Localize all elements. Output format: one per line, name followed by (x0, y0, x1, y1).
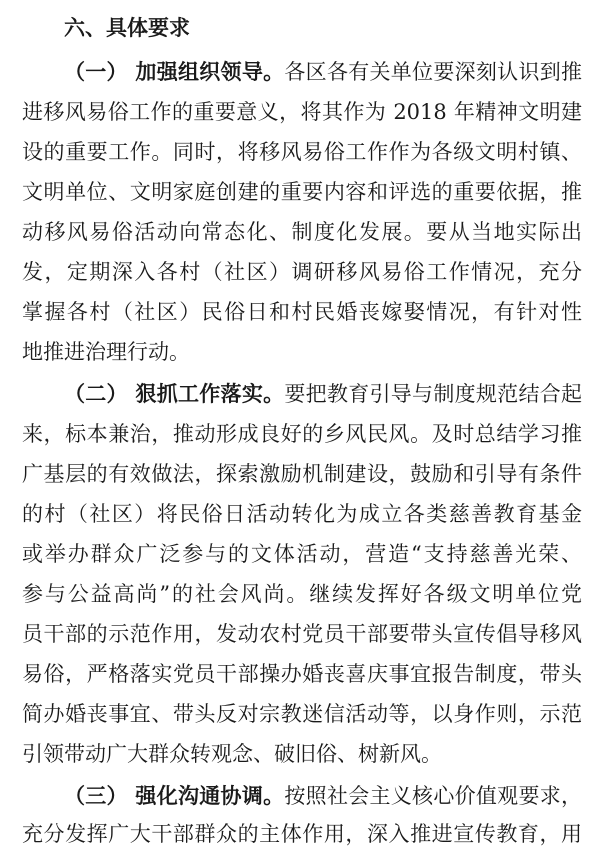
paragraph-3-text: 按照社会主义核心价值观要求， (284, 784, 582, 808)
paragraph-2-line-5: 或举办群众广泛参与的文体活动，营造“支持慈善光荣、 (22, 542, 582, 566)
paragraph-2-line-2: 来，标本兼治，推动形成良好的乡风民风。及时总结学习推 (22, 422, 582, 446)
section-heading: 六、具体要求 (64, 16, 190, 40)
paragraph-3-line-2: 充分发挥广大干部群众的主体作用，深入推进宣传教育，用 (22, 822, 582, 846)
paragraph-2-line-10: 引领带动广大群众转观念、破旧俗、树新风。 (22, 742, 442, 766)
paragraph-3-line-1 (64, 778, 582, 814)
paragraph-1-line-8: 地推进治理行动。 (22, 340, 190, 364)
paragraph-1-lead: （一） 加强组织领导。 (64, 60, 285, 84)
paragraph-2-line-8: 易俗，严格落实党员干部操办婚丧喜庆事宜报告制度，带头 (22, 662, 582, 686)
paragraph-1-text: 各区各有关单位要深刻认识到推 (284, 60, 582, 84)
paragraph-2-line-1 (64, 376, 582, 412)
paragraph-2-line-7: 员干部的示范作用，发动农村党员干部要带头宣传倡导移风 (22, 622, 582, 646)
paragraph-1-line-5: 动移风易俗活动向常态化、制度化发展。要从当地实际出 (22, 220, 582, 244)
paragraph-1-line-2: 进移风易俗工作的重要意义，将其作为 2018 年精神文明建 (22, 100, 582, 124)
paragraph-1-line-6: 发，定期深入各村（社区）调研移风易俗工作情况，充分 (22, 260, 582, 284)
paragraph-3-lead: （三） 强化沟通协调。 (64, 784, 285, 808)
paragraph-1-line-3: 设的重要工作。同时，将移风易俗工作作为各级文明村镇、 (22, 140, 582, 164)
paragraph-1-line-1 (64, 54, 582, 90)
paragraph-2-lead: （二） 狠抓工作落实。 (64, 382, 285, 406)
paragraph-2-text: 要把教育引导与制度规范结合起 (284, 382, 582, 406)
paragraph-2-line-4: 的村（社区）将民俗日活动转化为成立各类慈善教育基金 (22, 502, 582, 526)
paragraph-2-line-3: 广基层的有效做法，探索激励机制建设，鼓励和引导有条件 (22, 462, 582, 486)
paragraph-1-line-4: 文明单位、文明家庭创建的重要内容和评选的重要依据，推 (22, 180, 582, 204)
paragraph-1-line-7: 掌握各村（社区）民俗日和村民婚丧嫁娶情况，有针对性 (22, 300, 582, 324)
paragraph-2-line-9: 简办婚丧事宜、带头反对宗教迷信活动等，以身作则，示范 (22, 702, 582, 726)
paragraph-2-line-6: 参与公益高尚”的社会风尚。继续发挥好各级文明单位党 (22, 582, 582, 606)
